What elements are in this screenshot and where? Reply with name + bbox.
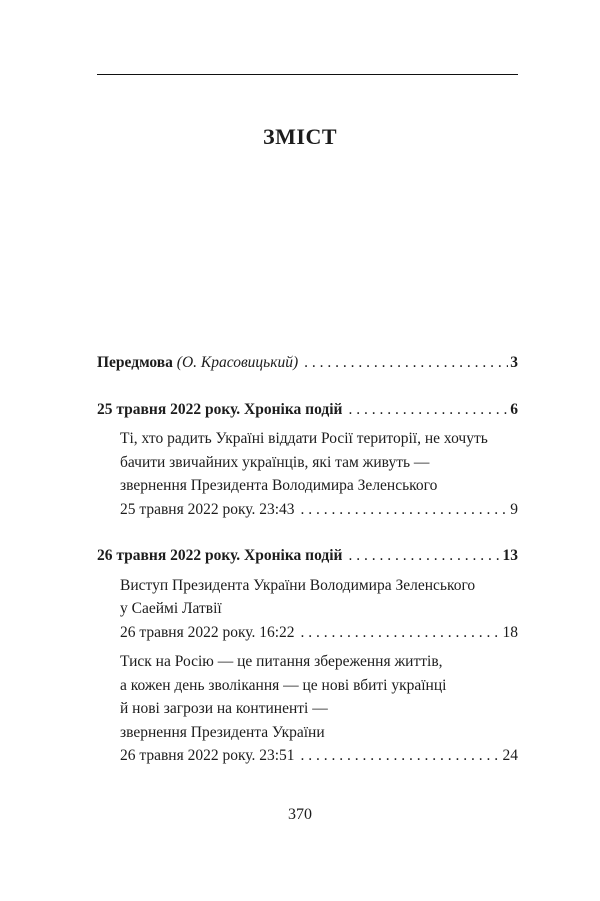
dot-leader xyxy=(348,544,500,568)
toc-entry-sub xyxy=(97,427,518,521)
toc-text-line: Виступ Президента України Володимира Зеленського xyxy=(120,576,476,594)
toc-text-line: Ті, хто радить Україні віддати Росії території, не хочуть xyxy=(120,430,488,447)
toc-line xyxy=(97,544,518,568)
toc-entry-chapter-25-may xyxy=(97,398,518,422)
toc-date-line: 25 травня 2022 року. 23:43 xyxy=(120,500,295,518)
page-number: 18 xyxy=(502,623,518,641)
toc-text-line: звернення Президента України xyxy=(120,723,325,741)
top-divider xyxy=(97,74,518,75)
toc-entry-foreword xyxy=(97,351,518,375)
table-of-contents xyxy=(97,351,518,768)
toc-text-line: звернення Президента Володимира Зеленського xyxy=(120,477,438,494)
dot-leader xyxy=(301,621,501,645)
toc-text-line: й нові загрози на континенті — xyxy=(120,700,328,717)
dot-leader xyxy=(348,398,508,422)
dot-leader xyxy=(304,351,508,375)
chapter-title: 25 травня 2022 року. Хроніка подій xyxy=(97,400,343,418)
toc-text-line: у Саеймі Латвії xyxy=(120,600,222,617)
toc-text-line: Тиск на Росію — це питання збереження життів, xyxy=(120,653,443,670)
page-number: 6 xyxy=(510,400,518,418)
toc-text-line: бачити звичайних українців, які там живуть — xyxy=(120,453,430,471)
page-title: ЗМІСТ xyxy=(263,124,337,149)
footer-page-number: 370 xyxy=(288,806,312,823)
toc-line xyxy=(120,498,518,522)
toc-line xyxy=(120,744,518,768)
toc-text-line: а кожен день зволікання — це нові вбиті українці xyxy=(120,676,447,694)
toc-line xyxy=(97,351,518,375)
page-number: 13 xyxy=(502,547,518,564)
toc-line xyxy=(97,398,518,422)
page-number: 24 xyxy=(502,747,518,764)
page-number: 3 xyxy=(510,354,518,371)
toc-date-line: 26 травня 2022 року. 16:22 xyxy=(120,623,295,641)
chapter-title xyxy=(97,351,298,375)
chapter-title-author: (О. Красовицький) xyxy=(172,354,299,371)
toc-entry-sub xyxy=(97,574,518,645)
chapter-title: 26 травня 2022 року. Хроніка подій xyxy=(97,547,343,564)
toc-entry-chapter-26-may xyxy=(97,544,518,568)
dot-leader xyxy=(301,498,509,522)
toc-date-line: 26 травня 2022 року. 23:51 xyxy=(120,747,295,764)
dot-leader xyxy=(301,744,501,768)
toc-entry-sub xyxy=(97,650,518,768)
page-number: 9 xyxy=(510,500,518,518)
chapter-title-bold: Передмова xyxy=(97,354,173,371)
toc-line xyxy=(120,621,518,645)
